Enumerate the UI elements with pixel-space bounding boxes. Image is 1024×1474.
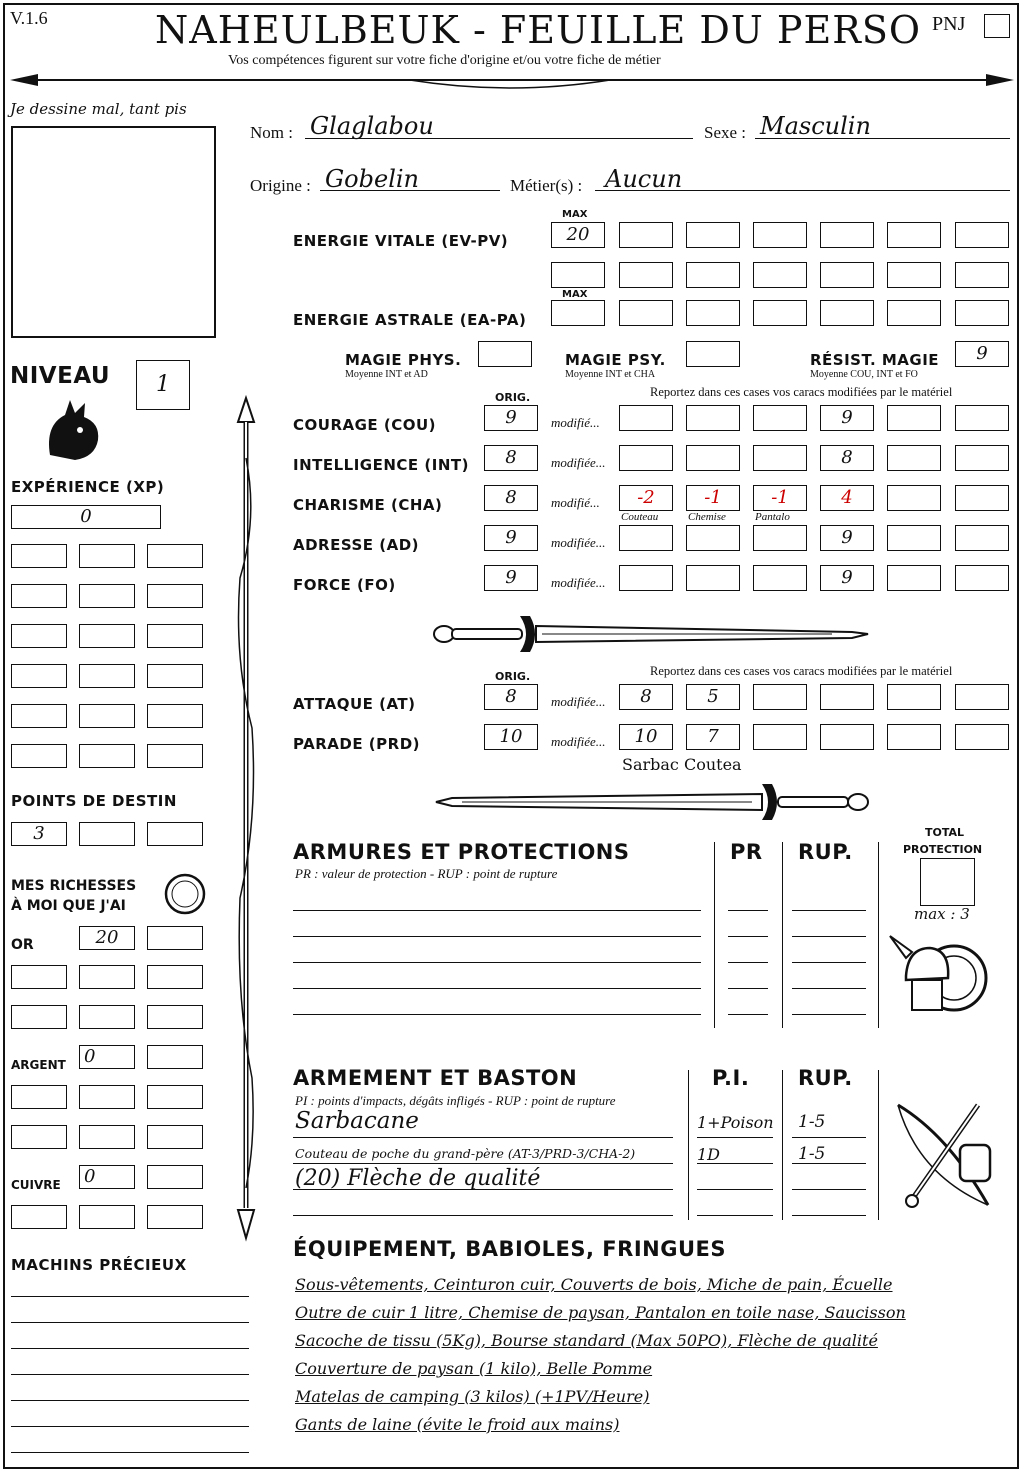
stat-mod-box[interactable] [955,525,1009,551]
sexe-value[interactable]: Masculin [760,112,871,140]
ev-max-box[interactable]: 20 [551,222,605,248]
sword-icon [432,612,872,656]
ea-box[interactable] [619,300,673,326]
cuivre-box-2[interactable] [147,1165,203,1189]
combat-report-note: Reportez dans ces cases vos caracs modifiées par le matériel [650,664,953,678]
combat-mod-box[interactable] [955,724,1009,750]
equipement-line[interactable]: Matelas de camping (3 kilos) (+1PV/Heure) [295,1387,650,1406]
xp-box[interactable] [79,544,135,568]
origine-value[interactable]: Gobelin [325,165,419,193]
stat-mod-box[interactable] [619,405,673,431]
or-label: OR [11,937,34,953]
equipement-line[interactable]: Couverture de paysan (1 kilo), Belle Pomme [295,1359,653,1378]
stat-mod-box[interactable]: 8 [820,445,874,471]
stat-mod-box[interactable] [686,565,740,591]
ev-box[interactable] [619,262,673,288]
stat-modifie-label: modifiée... [551,575,606,590]
ev-max-label: MAX [562,209,588,220]
xp-box[interactable] [79,584,135,608]
weapon-rup-line [792,1137,866,1138]
spear-divider-icon [10,66,1014,96]
argent-box-4[interactable] [79,1085,135,1109]
cuivre-box-4[interactable] [79,1205,135,1229]
stat-mod-box[interactable] [887,565,941,591]
nom-value[interactable]: Glaglabou [310,112,434,140]
stats-report-note: Reportez dans ces cases vos caracs modifiées par le matériel [650,385,953,399]
ea-label: ENERGIE ASTRALE (EA-PA) [293,311,527,329]
pnj-label: PNJ [932,13,966,35]
magie-psy-sub: Moyenne INT et CHA [565,369,656,380]
stat-orig-box[interactable]: 9 [484,525,538,551]
metier-value[interactable]: Aucun [605,165,683,193]
stat-mod-box[interactable]: 9 [820,525,874,551]
magie-phys-sub: Moyenne INT et AD [345,369,428,380]
weapon-name[interactable]: Sarbacane [295,1108,419,1134]
stat-mod-box[interactable] [887,525,941,551]
armement-title: ARMEMENT ET BASTON [293,1066,578,1090]
stat-mod-box[interactable] [619,525,673,551]
combat-notes: Sarbac Coutea [622,755,742,774]
stat-orig-box[interactable]: 8 [484,485,538,511]
machins-label: MACHINS PRÉCIEUX [11,1256,187,1274]
stat-mod-box[interactable]: -1 [686,485,740,511]
xp-box[interactable] [11,544,67,568]
armures-sub: PR : valeur de protection - RUP : point de rupture [295,866,558,881]
stat-mod-box[interactable] [955,405,1009,431]
armure-rup-line[interactable] [792,1014,866,1015]
weapon-pi-line [697,1215,773,1216]
stat-label: INTELLIGENCE (INT) [293,456,469,474]
stat-mod-box[interactable]: -2 [619,485,673,511]
destin-label: POINTS DE DESTIN [11,792,177,810]
argent-box-7[interactable] [79,1125,135,1149]
cha-note: Couteau [621,511,659,523]
combat-mod-box[interactable] [820,724,874,750]
weapon-name[interactable]: Couteau de poche du grand-père (AT-3/PRD-3/CHA-2) [295,1146,636,1161]
xp-box[interactable] [79,624,135,648]
or-box-8[interactable] [147,1005,203,1029]
stat-orig-box[interactable]: 9 [484,565,538,591]
magie-psy-box[interactable] [686,341,740,367]
sexe-label: Sexe : [704,123,747,142]
magie-psy-label: MAGIE PSY. [565,351,666,369]
stat-mod-box[interactable] [686,525,740,551]
combat-mod-box[interactable] [887,684,941,710]
combat-mod-box[interactable]: 5 [686,684,740,710]
ev-box[interactable] [955,222,1009,248]
combat-mod-box[interactable] [820,684,874,710]
ea-box[interactable] [955,300,1009,326]
cha-note: Chemise [688,511,726,523]
weapon-pi-line [697,1137,773,1138]
argent-box-8[interactable] [147,1125,203,1149]
portrait-label: Je dessine mal, tant pis [10,100,187,118]
argent-box-3[interactable] [11,1085,67,1109]
armure-rup-line[interactable] [792,936,866,937]
resist-magie-sub: Moyenne COU, INT et FO [810,369,918,380]
armure-line[interactable] [293,988,701,989]
ea-box[interactable] [753,300,807,326]
weapon-rup-line [792,1189,866,1190]
stat-label: FORCE (FO) [293,576,396,594]
combat-modifiee-label: modifiée... [551,694,606,709]
page-subtitle: Vos compétences figurent sur votre fiche d'origine et/ou votre fiche de métier [228,53,661,68]
ea-max-label: MAX [562,289,588,300]
armures-pr-label: PR [730,840,763,864]
xp-box[interactable] [11,584,67,608]
ev-box[interactable] [887,262,941,288]
xp-box[interactable] [147,704,203,728]
armure-pr-line[interactable] [728,988,768,989]
combat-mod-box[interactable] [753,724,807,750]
sword-icon-2 [432,780,872,824]
resist-magie-box[interactable]: 9 [955,341,1009,367]
combat-label: PARADE (PRD) [293,735,421,753]
cha-note: Pantalo [755,511,790,523]
stat-mod-box[interactable] [887,405,941,431]
xp-box[interactable] [11,624,67,648]
armement-rup-label: RUP. [798,1066,853,1090]
weapon-line [293,1137,673,1138]
stat-mod-box[interactable] [686,445,740,471]
or-box-1[interactable]: 20 [79,926,135,950]
destin-box-3[interactable] [147,822,203,846]
stat-mod-box[interactable] [619,445,673,471]
machins-line[interactable] [11,1426,249,1427]
combat-mod-box[interactable] [955,684,1009,710]
combat-orig-label: ORIG. [495,670,531,683]
ev-box[interactable] [619,222,673,248]
equipement-line[interactable]: Outre de cuir 1 litre, Chemise de paysan, Pantalon en toile nase, Saucisson [295,1303,906,1322]
ev-box[interactable] [887,222,941,248]
nom-label: Nom : [250,123,293,142]
argent-box-5[interactable] [147,1085,203,1109]
cuivre-box-3[interactable] [11,1205,67,1229]
combat-mod-box[interactable] [753,684,807,710]
weapon-pi[interactable]: 1D [697,1145,721,1164]
stat-mod-box[interactable] [753,445,807,471]
stat-mod-box[interactable]: 4 [820,485,874,511]
page-title: NAHEULBEUK - FEUILLE DU PERSO [155,8,922,52]
xp-box[interactable] [147,584,203,608]
xp-box[interactable] [11,664,67,688]
armure-pr-line[interactable] [728,936,768,937]
stat-modifie-label: modifiée... [551,535,606,550]
combat-mod-box[interactable]: 7 [686,724,740,750]
richesses-label-2: À MOI QUE J'AI [11,898,126,914]
richesses-label-1: MES RICHESSES [11,878,137,894]
ev-box[interactable] [686,222,740,248]
stat-mod-box[interactable] [619,565,673,591]
argent-box-6[interactable] [11,1125,67,1149]
weapon-line [293,1163,673,1164]
xp-box[interactable] [147,744,203,768]
spear-icon [230,398,262,1238]
portrait-box[interactable] [11,126,216,338]
armure-line[interactable] [293,1014,701,1015]
ea-box[interactable] [887,300,941,326]
stat-mod-box[interactable] [955,485,1009,511]
xp-box[interactable] [147,624,203,648]
stat-label: COURAGE (COU) [293,416,437,434]
machins-line[interactable] [11,1452,249,1453]
xp-box[interactable] [79,744,135,768]
weapons-icon [888,1095,1003,1215]
armure-rup-line[interactable] [792,910,866,911]
helmet-shield-icon [888,928,998,1028]
armure-pr-line[interactable] [728,962,768,963]
or-box-4[interactable] [79,965,135,989]
or-box-6[interactable] [11,1005,67,1029]
stat-mod-box[interactable] [955,445,1009,471]
ea-box[interactable] [686,300,740,326]
dragon-icon [40,395,105,465]
xp-box[interactable] [11,744,67,768]
ev-box[interactable] [551,262,605,288]
ev-box[interactable] [753,222,807,248]
stat-mod-box[interactable] [753,405,807,431]
argent-label: ARGENT [11,1058,66,1072]
stat-mod-box[interactable] [686,405,740,431]
niveau-label: NIVEAU [10,363,111,389]
stat-mod-box[interactable] [955,565,1009,591]
armure-line[interactable] [293,910,701,911]
stat-orig-box[interactable]: 9 [484,405,538,431]
stat-mod-box[interactable] [887,445,941,471]
weapon-pi-line [697,1189,773,1190]
stat-modifie-label: modifié... [551,495,600,510]
machins-line[interactable] [11,1348,249,1349]
stat-mod-box[interactable] [753,525,807,551]
weapon-rup-line [792,1163,866,1164]
weapon-name[interactable]: (20) Flèche de qualité [295,1166,541,1191]
experience-box[interactable]: 0 [11,505,161,529]
armures-rup-label: RUP. [798,840,853,864]
stat-modifie-label: modifié... [551,415,600,430]
armure-line[interactable] [293,962,701,963]
cuivre-label: CUIVRE [11,1178,61,1192]
weapon-pi[interactable]: 1+Poison [697,1113,774,1132]
machins-line[interactable] [11,1400,249,1401]
combat-modifiee-label: modifiée... [551,734,606,749]
ea-max-box[interactable] [551,300,605,326]
destin-box-2[interactable] [79,822,135,846]
total-protection-box[interactable] [920,858,975,906]
weapon-rup-line [792,1215,866,1216]
weapon-pi-line [697,1163,773,1164]
destin-box-1[interactable]: 3 [11,822,67,846]
ev-label: ENERGIE VITALE (EV-PV) [293,232,509,250]
xp-box[interactable] [147,544,203,568]
argent-box-1[interactable]: 0 [79,1045,135,1069]
stat-mod-box[interactable] [753,565,807,591]
machins-line[interactable] [11,1374,249,1375]
xp-box[interactable] [147,664,203,688]
combat-orig-box[interactable]: 8 [484,684,538,710]
combat-mod-box[interactable]: 10 [619,724,673,750]
weapon-rup[interactable]: 1-5 [798,1112,826,1132]
resist-magie-label: RÉSIST. MAGIE [810,351,940,369]
stat-label: CHARISME (CHA) [293,496,443,514]
coin-icon [163,872,207,916]
cuivre-box-5[interactable] [147,1205,203,1229]
armure-rup-line[interactable] [792,962,866,963]
xp-box[interactable] [79,664,135,688]
stat-mod-box[interactable]: 9 [820,405,874,431]
combat-label: ATTAQUE (AT) [293,695,416,713]
armure-line[interactable] [293,936,701,937]
combat-orig-box[interactable]: 10 [484,724,538,750]
armure-pr-line[interactable] [728,1014,768,1015]
or-box-3[interactable] [11,965,67,989]
stat-label: ADRESSE (AD) [293,536,420,554]
ev-box[interactable] [686,262,740,288]
combat-mod-box[interactable] [887,724,941,750]
weapon-line [293,1189,673,1190]
equipement-line[interactable]: Sous-vêtements, Ceinturon cuir, Couverts de bois, Miche de pain, Écuelle [295,1275,893,1294]
magie-phys-box[interactable] [478,341,532,367]
total-label-2: PROTECTION [903,843,983,856]
stat-modifie-label: modifiée... [551,455,606,470]
origine-label: Origine : [250,176,311,195]
equipement-line[interactable]: Gants de laine (évite le froid aux mains) [295,1415,620,1434]
weapon-rup[interactable]: 1-5 [798,1144,826,1164]
total-max-label: max : 3 [914,905,970,923]
combat-mod-box[interactable]: 8 [619,684,673,710]
machins-line[interactable] [11,1322,249,1323]
metier-label: Métier(s) : [510,176,583,195]
armure-pr-line[interactable] [728,910,768,911]
total-label-1: TOTAL [925,826,965,839]
cuivre-box-1[interactable]: 0 [79,1165,135,1189]
ev-box[interactable] [955,262,1009,288]
equipement-title: ÉQUIPEMENT, BABIOLES, FRINGUES [293,1237,726,1261]
armure-rup-line[interactable] [792,988,866,989]
or-box-2[interactable] [147,926,203,950]
xp-box[interactable] [79,704,135,728]
ev-box[interactable] [820,262,874,288]
armures-title: ARMURES ET PROTECTIONS [293,840,630,864]
argent-box-2[interactable] [147,1045,203,1069]
pnj-checkbox[interactable] [984,14,1010,38]
ev-box[interactable] [753,262,807,288]
stat-mod-box[interactable]: -1 [753,485,807,511]
armement-sub: PI : points d'impacts, dégâts infligés - RUP : point de rupture [295,1093,616,1108]
stat-orig-box[interactable]: 8 [484,445,538,471]
niveau-box[interactable]: 1 [136,360,190,410]
or-box-5[interactable] [147,965,203,989]
magie-phys-label: MAGIE PHYS. [345,351,462,369]
xp-box[interactable] [11,704,67,728]
armement-pi-label: P.I. [712,1066,750,1090]
equipement-line[interactable]: Sacoche de tissu (5Kg), Bourse standard (Max 50PO), Flèche de qualité [295,1331,878,1350]
stat-mod-box[interactable]: 9 [820,565,874,591]
stat-mod-box[interactable] [887,485,941,511]
ea-box[interactable] [820,300,874,326]
machins-line[interactable] [11,1296,249,1297]
stats-orig-label: ORIG. [495,391,531,404]
or-box-7[interactable] [79,1005,135,1029]
weapon-line [293,1215,673,1216]
ev-box[interactable] [820,222,874,248]
experience-label: EXPÉRIENCE (XP) [11,478,165,496]
version-label: V.1.6 [10,8,48,28]
